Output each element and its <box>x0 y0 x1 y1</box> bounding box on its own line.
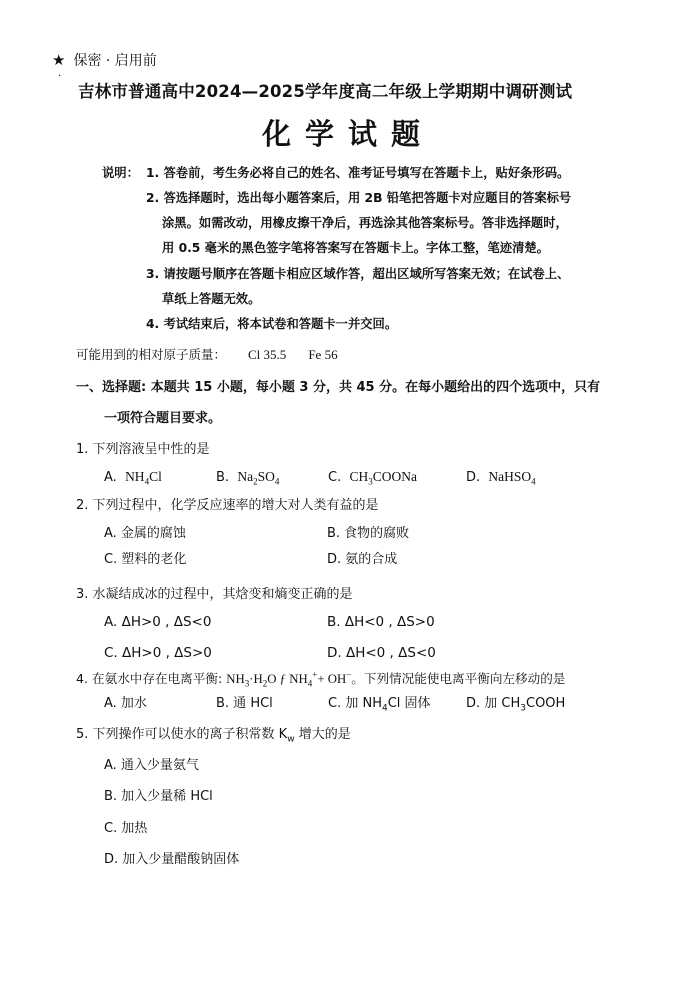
instruction-1: 1. 答卷前，考生务必将自己的姓名、准考证号填写在答题卡上，贴好条形码。 <box>146 166 570 180</box>
q4-stem-suffix: 。下列情况能使电离平衡向左移动的是 <box>351 671 566 686</box>
formula-part: ·H <box>249 672 263 686</box>
formula-subscript: 2 <box>253 476 258 487</box>
atomic-mass-cl: Cl 35.5 <box>248 347 287 362</box>
q2-option-d: D. 氨的合成 <box>327 552 398 567</box>
q4-equation <box>226 669 352 689</box>
instructions-label: 说明： <box>102 166 139 180</box>
confidential-text: 保密 · 启用前 <box>73 53 157 69</box>
option-text: COOH <box>526 696 566 711</box>
q4-option-a: A. 加水 <box>104 696 147 711</box>
q1-option-d <box>466 469 536 487</box>
option-text: Cl 固体 <box>387 696 431 711</box>
option-label: A. <box>104 470 117 485</box>
formula-part: NH <box>125 469 145 484</box>
instruction-2-line-2: 涂黑。如需改动，用橡皮擦干净后，再选涂其他答案标号。答非选择题时， <box>162 216 568 230</box>
formula-part: O ƒ NH <box>267 672 308 686</box>
formula-subscript: 2 <box>262 678 268 689</box>
option-text: D. 加 CH <box>466 696 521 711</box>
q4-option-b: B. 通 HCl <box>216 696 273 711</box>
q3-option-d: D. ΔH<0 , ΔS<0 <box>327 645 436 661</box>
star-icon: ★ <box>52 51 66 69</box>
question-3-stem: 3. 水凝结成冰的过程中，其焓变和熵变正确的是 <box>76 587 353 602</box>
q5-option-d: D. 加入少量醋酸钠固体 <box>104 852 240 867</box>
question-4-stem <box>76 668 565 689</box>
q5-option-c: C. 加热 <box>104 821 148 836</box>
formula-subscript: 4 <box>274 476 280 487</box>
q5-option-b: B. 加入少量稀 HCl <box>104 789 213 804</box>
q2-option-c: C. 塑料的老化 <box>104 552 187 567</box>
option-text: C. 加 NH <box>328 696 382 711</box>
q5-stem-suffix: 增大的是 <box>294 727 351 742</box>
q3-option-a: A. ΔH>0 , ΔS<0 <box>104 614 212 630</box>
q4-option-c <box>328 692 431 714</box>
instruction-2-line-1: 2. 答选择题时，选出每小题答案后，用 2B 铅笔把答题卡对应题目的答案标号 <box>146 191 572 205</box>
formula-part: + OH <box>317 672 347 686</box>
option-label: C. <box>328 470 342 485</box>
formula-part: SO <box>257 469 275 484</box>
instruction-4: 4. 考试结束后，将本试卷和答题卡一并交回。 <box>146 317 398 331</box>
q5-option-a: A. 通入少量氨气 <box>104 758 199 773</box>
section-heading-line-1: 一、选择题: 本题共 15 小题，每小题 3 分，共 45 分。在每小题给出的四个选项中，只有 <box>76 380 601 395</box>
q2-option-b: B. 食物的腐败 <box>327 526 410 541</box>
q3-option-c: C. ΔH>0 , ΔS>0 <box>104 645 212 661</box>
page-title: 化学试题 <box>261 117 434 151</box>
formula-part: $CH_3COONa$ <box>349 469 417 487</box>
school-line: 吉林市普通高中2024—2025学年度高二年级上学期期中调研测试 <box>78 82 573 101</box>
atomic-mass-label: 可能用到的相对原子质量： <box>76 347 227 362</box>
confidential-mark <box>52 50 157 70</box>
section-heading-line-2: 一项符合题目要求。 <box>104 411 222 426</box>
q4-option-d <box>466 692 565 714</box>
q2-option-a: A. 金属的腐蚀 <box>104 526 186 541</box>
question-1-stem: 1. 下列溶液呈中性的是 <box>76 442 210 457</box>
q1-option-c <box>328 469 417 487</box>
formula-part: Na <box>237 469 254 484</box>
formula-part: NH <box>226 672 245 686</box>
formula-superscript: − <box>346 669 352 680</box>
q1-option-b <box>216 469 279 487</box>
q3-option-b: B. ΔH<0 , ΔS>0 <box>327 614 435 630</box>
instruction-2-line-3: 用 0.5 毫米的黑色签字笔将答案写在答题卡上。字体工整，笔迹清楚。 <box>162 241 549 255</box>
formula-part: Cl <box>149 469 162 484</box>
question-2-stem: 2. 下列过程中，化学反应速率的增大对人类有益的是 <box>76 498 379 513</box>
formula-subscript: 4 <box>531 476 536 487</box>
formula-part: NaHSO <box>488 469 532 484</box>
atomic-mass-fe: Fe 56 <box>308 347 338 362</box>
option-label: D. <box>466 470 481 485</box>
formula-subscript: w <box>287 734 295 745</box>
formula-subscript: 4 <box>144 476 150 487</box>
formula-superscript: + <box>312 669 318 680</box>
instruction-3-line-2: 草纸上答题无效。 <box>162 292 261 306</box>
q5-stem-prefix: 5. 下列操作可以使水的离子积常数 K <box>76 727 288 742</box>
question-5-stem <box>76 723 351 745</box>
dot-mark: · <box>58 71 62 82</box>
option-label: B. <box>216 470 230 485</box>
formula-subscript: 4 <box>307 678 313 689</box>
formula-subscript: 3 <box>520 703 526 714</box>
q1-option-a <box>104 469 162 487</box>
instruction-3-line-1: 3. 请按题号顺序在答题卡相应区域作答，超出区域所写答案无效；在试卷上、 <box>146 267 570 281</box>
formula-subscript: 3 <box>244 678 250 689</box>
atomic-mass-line <box>76 345 338 363</box>
q4-stem-prefix: 4. 在氨水中存在电离平衡: <box>76 671 227 686</box>
formula-subscript: 4 <box>381 703 388 714</box>
